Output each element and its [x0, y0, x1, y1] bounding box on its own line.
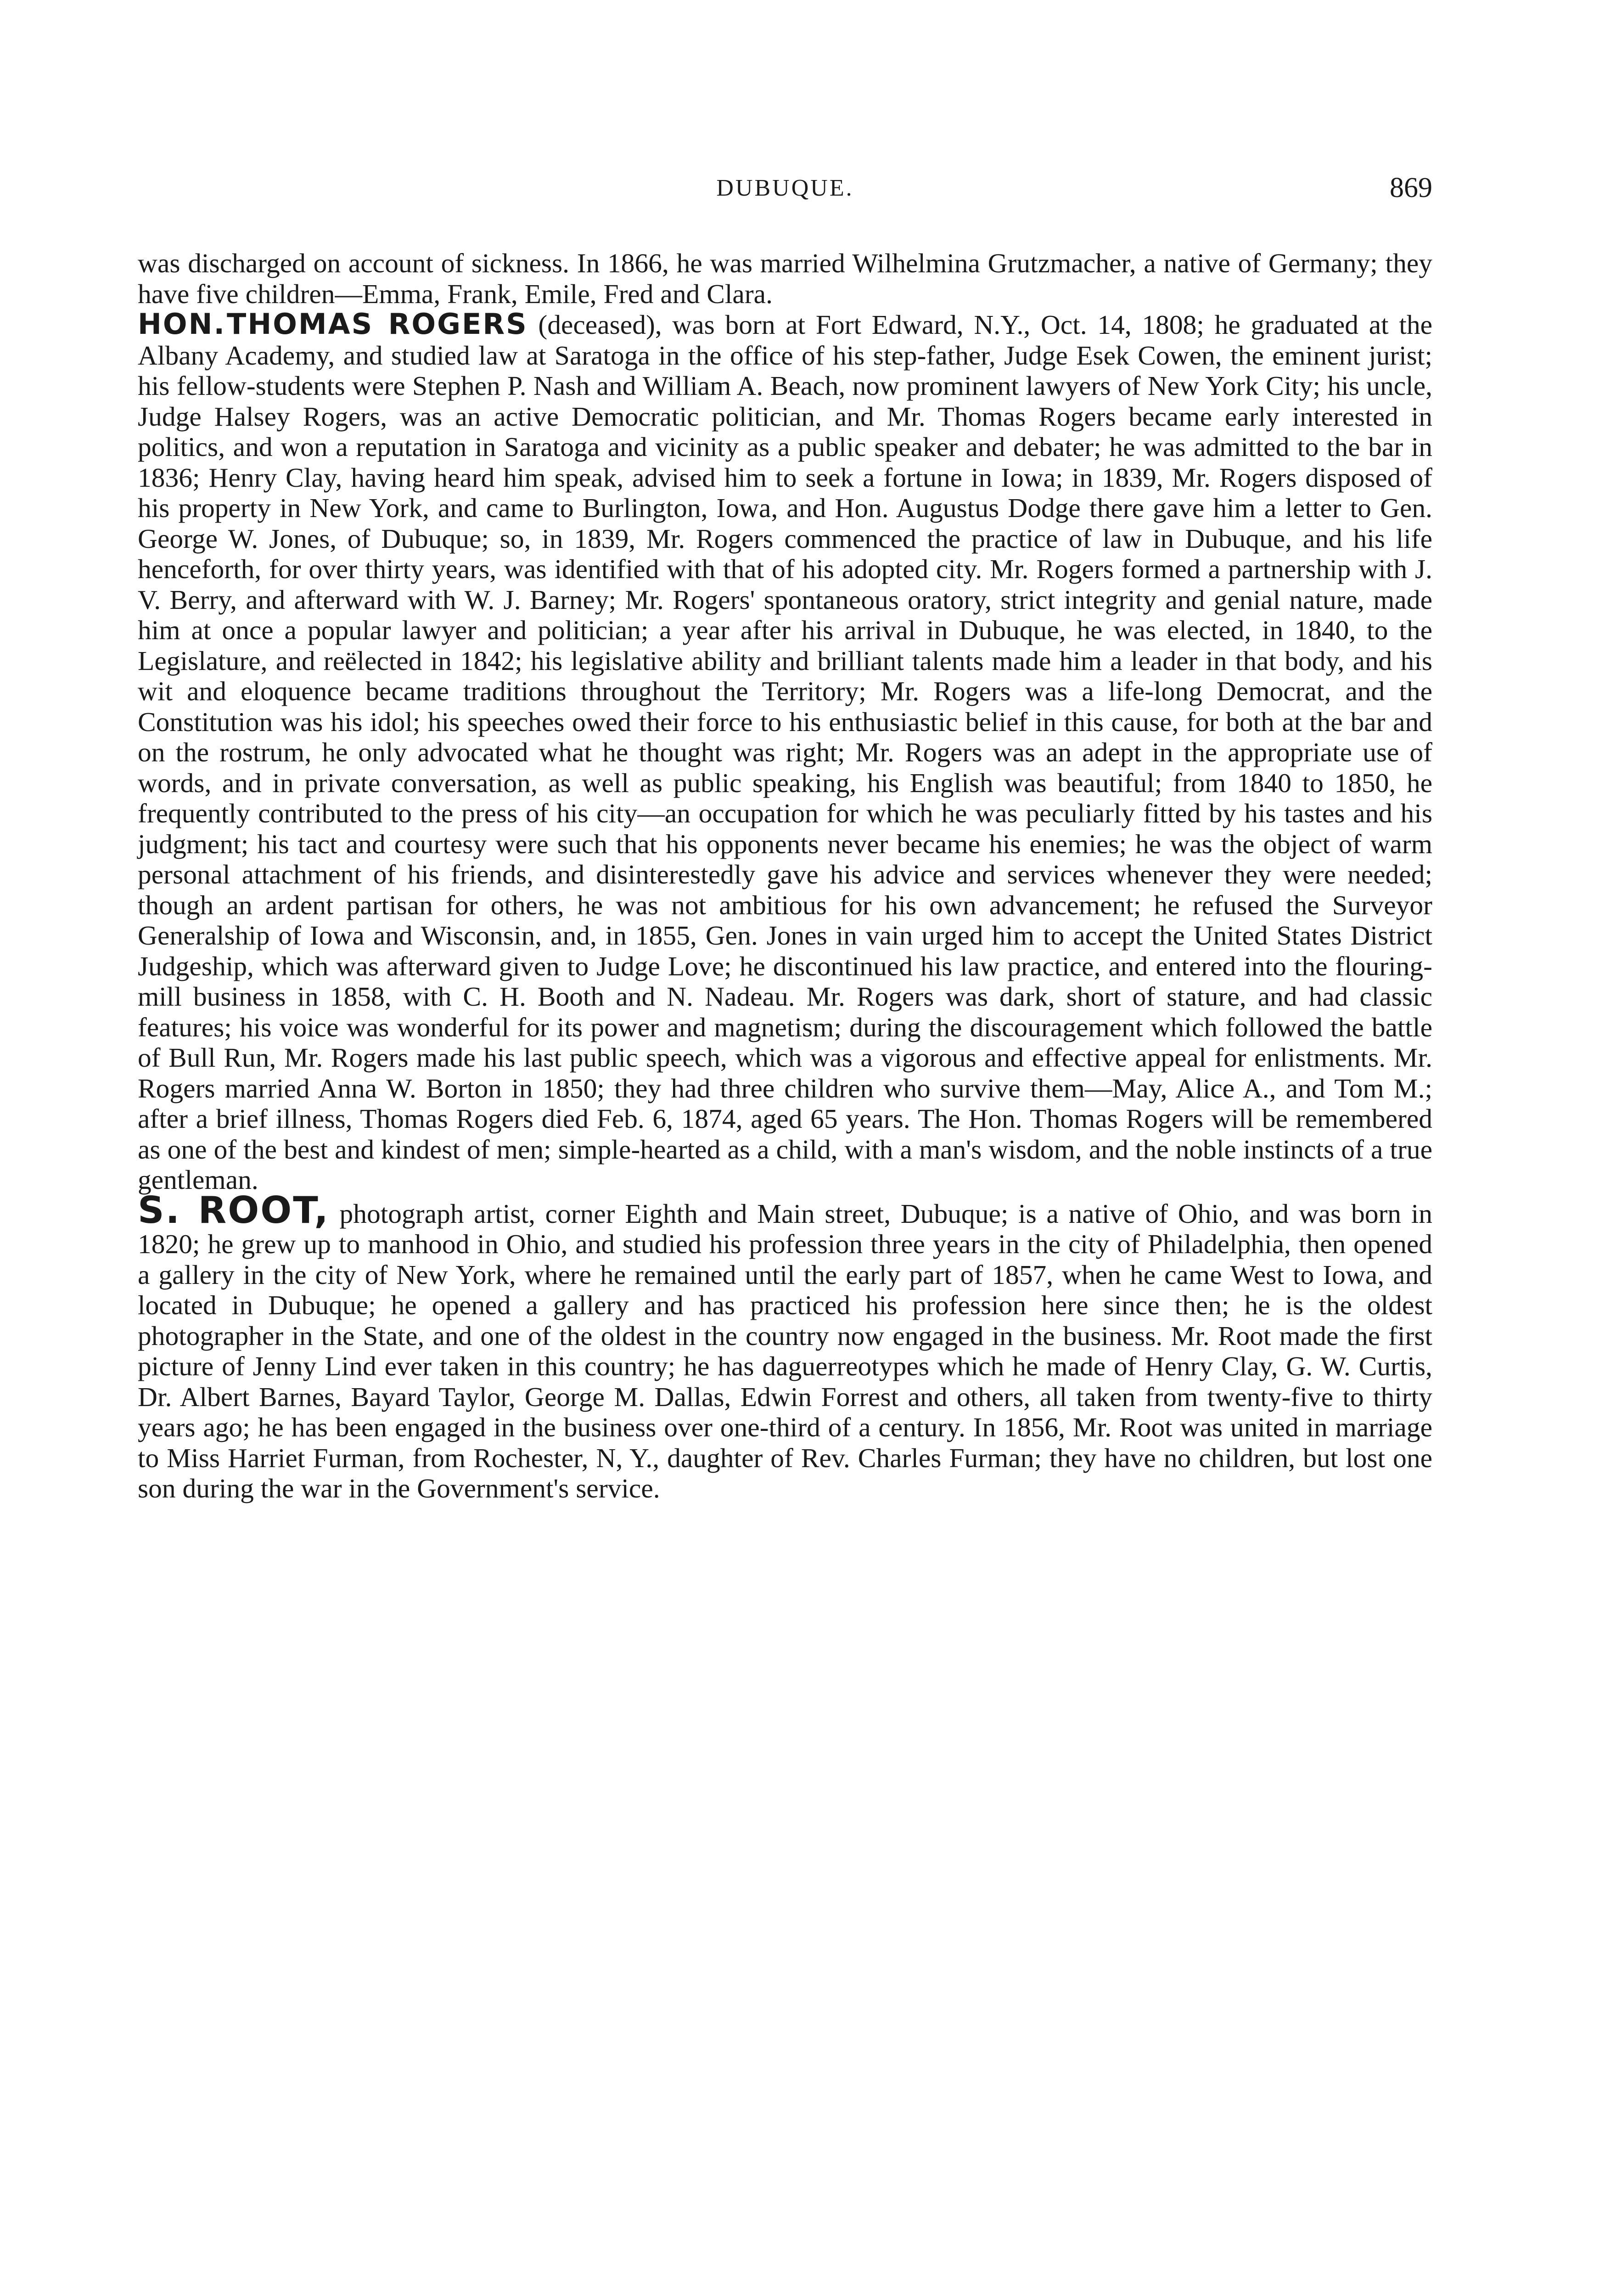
rogers-text: (deceased), was born at Fort Edward, N.Y., Oct. 14, 1808; he graduated at the Albany Academy, and studied law at Saratoga in the office of his step-father, Judge Esek Cowen, the eminent jurist; his fellow-students were Stephen P. Nash and William A. Beach, now prominent lawyers of New York City; his uncle, Judge Halsey Rogers, was an active Democratic politician, and Mr. Thomas Rogers became early interested in politics, and won a reputation in Saratoga and vicinity as a public speaker and debater; he was admitted to the bar in 1836; Henry Clay, having heard him speak, advised him to seek a fortune in Iowa; in 1839, Mr. Rogers disposed of his property in New York, and came to Burlington, Iowa, and Hon. Augustus Dodge there gave him a letter to Gen. George W. Jones, of Dubuque; so, in 1839, Mr. Rogers commenced the practice of law in Dubuque, and his life henceforth, for over thirty years, was identified with that of his adopted city. Mr. Rogers formed a partnership with J. V. Berry, and afterward with W. J. Barney; Mr. Rogers' spontaneous oratory, strict integrity and genial nature, made him at once a popular lawyer and politician; a year after his arrival in Dubuque, he was elected, in 1840, to the Legislature, and reëlected in 1842; his legislative ability and brilliant talents made him a leader in that body, and his wit and eloquence became traditions throughout the Territory; Mr. Rogers was a life-long Democrat, and the Constitution was his idol; his speeches owed their force to his enthusiastic belief in this cause, for both at the bar and on the rostrum, he only advocated what he thought was right; Mr. Rogers was an adept in the appropriate use of words, and in private conversation, as well as public speaking, his English was beautiful; from 1840 to 1850, he frequently contributed to the press of his city—an occupation for which he was peculiarly fitted by his tastes and his judgment; his tact and courtesy were such that his opponents never became his enemies; he was the object of warm personal attachment of his friends, and disinterestedly gave his advice and services whenever they were needed; though an ardent partisan for others, he was not ambitious for his own advancement; he refused the Surveyor Generalship of Iowa and Wisconsin, and, in 1855, Gen. Jones in vain urged him to accept the United States District Judgeship, which was afterward given to Judge Love; he discontinued his law practice, and entered into the flouring-mill business in 1858, with C. H. Booth and N. Nadeau. Mr. Rogers was dark, short of stature, and had classic features; his voice was wonderful for its power and magnetism; during the discouragement which followed the battle of Bull Run, Mr. Rogers made his last public speech, which was a vigorous and effective appeal for enlistments. Mr. Rogers married Anna W. Borton in 1850; they had three children who survive them—May, Alice A., and Tom M.; after a brief illness, Thomas Rogers died Feb. 6, 1874, aged 65 years. The Hon. Thomas Rogers will be remembered as one of the best and kindest of men; simple-hearted as a child, with a man's wisdom, and the noble instincts of a true gentleman. — [138, 310, 1433, 1195]
running-title: DUBUQUE. — [716, 175, 854, 201]
rogers-biography — [138, 309, 1432, 1195]
book-page — [138, 174, 1432, 1504]
continuation-paragraph: was discharged on account of sickness. In 1866, he was married Wilhelmina Grutzmacher, a native of Germany; they have five children—Emma, Frank, Emile, Fred and Clara. — [138, 248, 1432, 309]
body-text — [138, 248, 1432, 1504]
root-text: photograph artist, corner Eighth and Main street, Dubuque; is a native of Ohio, and was born in 1820; he grew up to manhood in Ohio, and studied his profession three years in the city of Philadelphia, then opened a gallery in the city of New York, where he remained until the early part of 1857, when he came West to Iowa, and located in Dubuque; he opened a gallery and has practiced his profession here since then; he is the oldest photographer in the State, and one of the oldest in the country now engaged in the business. Mr. Root made the first picture of Jenny Lind ever taken in this country; he has daguerreotypes which he made of Henry Clay, G. W. Curtis, Dr. Albert Barnes, Bayard Taylor, George M. Dallas, Edwin Forrest and others, all taken from twenty-five to thirty years ago; he has been engaged in the business over one-third of a century. In 1856, Mr. Root was united in marriage to Miss Harriet Furman, from Rochester, N, Y., daughter of Rev. Charles Furman; they have no children, but lost one son during the war in the Government's service. — [138, 1198, 1432, 1503]
root-name: S. ROOT, — [138, 1188, 330, 1232]
rogers-name: THOMAS ROGERS — [227, 307, 528, 341]
root-biography — [138, 1188, 1432, 1504]
rogers-name-prefix: HON. — [138, 307, 226, 341]
page-number: 869 — [1390, 172, 1432, 203]
running-head — [138, 174, 1432, 225]
